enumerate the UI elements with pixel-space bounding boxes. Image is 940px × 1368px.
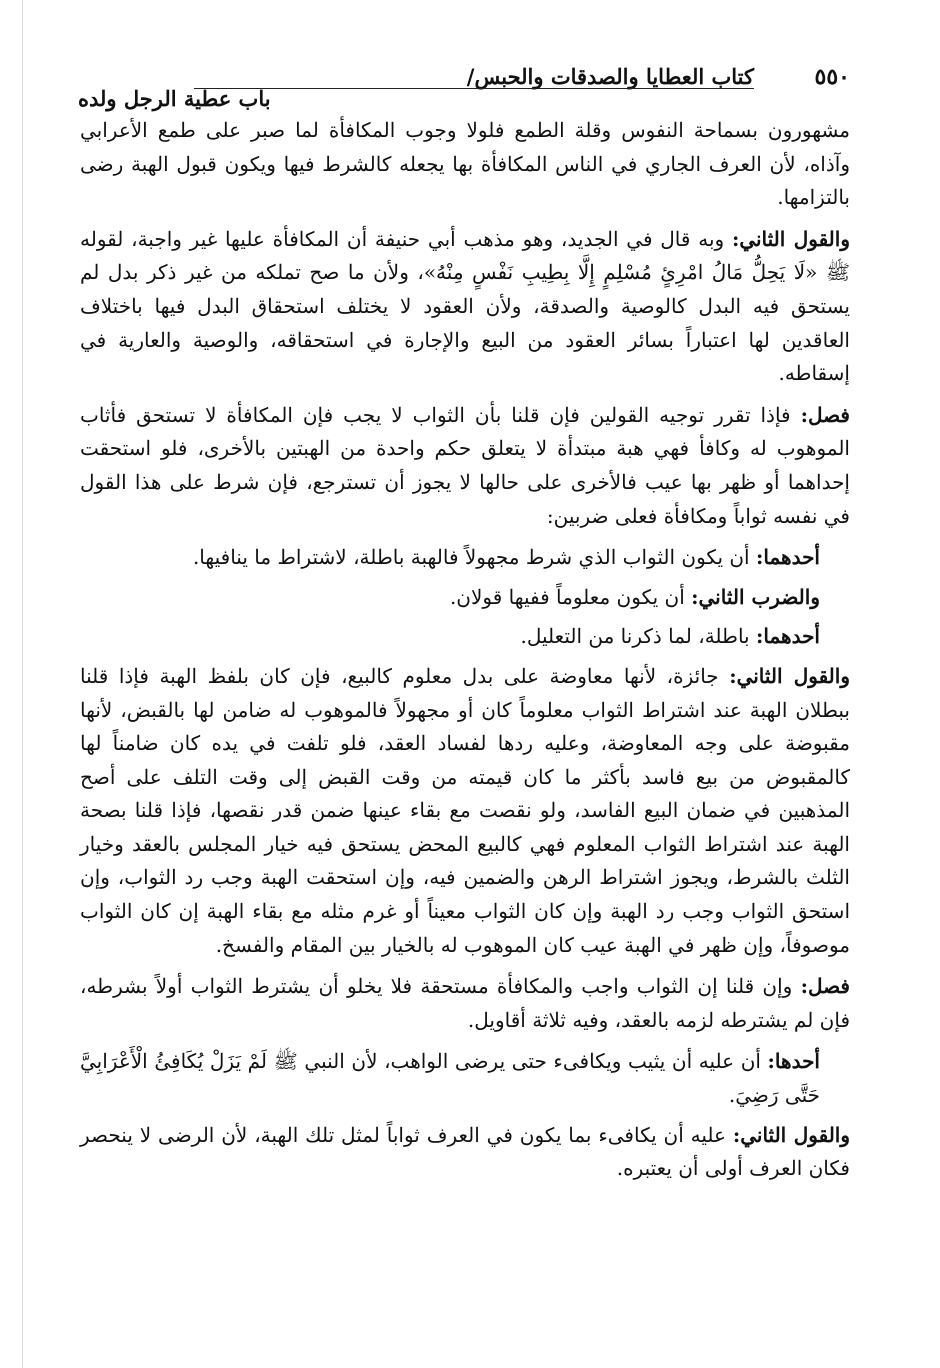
body-text bbox=[80, 114, 850, 1194]
book-title: كتاب العطايا والصدقات والحبس/ bbox=[466, 64, 754, 89]
paragraph-5 bbox=[80, 581, 850, 615]
paragraph-lead: والضرب الثاني: bbox=[691, 584, 820, 609]
paragraph-lead: والقول الثاني: bbox=[729, 663, 850, 688]
paragraph-text: عليه أن يكافىء بما يكون في العرف ثواباً لمثل تلك الهبة، لأن الرضى لا ينحصر فكان العرف أولى أن يعتبره. bbox=[80, 1122, 850, 1181]
running-header bbox=[78, 64, 850, 114]
paragraph-6 bbox=[80, 620, 850, 654]
paragraph-text: وإن قلنا إن الثواب واجب والمكافأة مستحقة فلا يخلو أن يشترط الثواب أولاً بشرطه، فإن لم يشترطه لزمه بالعقد، وفيه ثلاثة أقاويل. bbox=[80, 974, 850, 1032]
paragraph-2 bbox=[80, 223, 850, 391]
paragraph-text: فإذا تقرر توجيه القولين فإن قلنا بأن الثواب لا يجب فإن المكافأة لا تستحق فأثاب الموهوب له وكافأ فهي هبة مبتدأة لا يتعلق حكم واحدة من الهبتين بالأخرى، فلو استحقت إحداهما أو ظهر بها عيب فالأخرى على حالها لا يجوز أن تسترجع، فإن شرط على هذا القول في نفسه ثواباً ومكافأة فعلى ضربين: bbox=[80, 402, 850, 528]
header-rule bbox=[194, 88, 754, 89]
paragraph-text: مشهورون بسماحة النفوس وقلة الطمع فلولا وجوب المكافأة لما صبر على طمع الأعرابي وآذاه، لأن العرف الجاري في الناس المكافأة بها يجعله كالشرط فيها ويكون قبول الهبة رضى بالتزامها. bbox=[80, 118, 850, 210]
paragraph-text: باطلة، لما ذكرنا من التعليل. bbox=[520, 624, 756, 649]
paragraph-text: جائزة، لأنها معاوضة على بدل معلوم كالبيع، فإن كان بلفظ الهبة فإذا قلنا ببطلان الهبة عند اشتراط الثواب معلوماً كان أو مجهولاً فالموهوب له ضامن لها بالقبض، لأنها مقبوضة على وجه المعاوضة، وعليه ردها لفساد العقد، فلو تلفت في يده كان ضامناً لها كالمقبوض من بيع فاسد بأكثر ما كان قيمته من وقت القبض إلى وقت التلف على أصح المذهبين في ضمان البيع الفاسد، ولو نقصت مع بقاء عينها ضمن قدر نقصها، فإذا قلنا بصحة الهبة عند اشتراط الثواب المعلوم فهي كالبيع المحض يستحق فيه خيار المجلس بالعقد وخيار الثلث بالشرط، ويجوز اشتراط الرهن والضمين فيه، وإن استحقت الهبة وجب رد الثواب، وإن استحق الثواب وجب رد الهبة وإن كان الثواب معيناً أو غرم مثله مع بقاء الهبة إن كان الثواب موصوفاً، وإن ظهر في الهبة عيب كان الموهوب له بالخيار بين المقام والفسخ. bbox=[80, 663, 850, 957]
paragraph-1 bbox=[80, 114, 850, 215]
page-number: ٥٥٠ bbox=[814, 64, 850, 90]
paragraph-text: أن عليه أن يثيب ويكافىء حتى يرضى الواهب، لأن النبي ﷺ لَمْ يَزَلْ يُكَافِئُ الْأَعْرَابِيَّ حَتَّى رَضِيَ. bbox=[80, 1049, 820, 1108]
paragraph-text: أن يكون الثواب الذي شرط مجهولاً فالهبة باطلة، لاشتراط ما ينافيها. bbox=[192, 545, 756, 570]
paragraph-text: وبه قال في الجديد، وهو مذهب أبي حنيفة أن المكافأة عليها غير واجبة، لقوله ﷺ «لَا يَحِلُّ مَالُ امْرِئٍ مُسْلِمٍ إِلَّا بِطِيبِ نَفْسٍ مِنْهُ»، ولأن ما صح تملكه من غير ذكر بدل لم يستحق فيه البدل كالوصية والصدقة، ولأن العقود لا يختلف استحقاق البدل فيها باختلاف العاقدين لها اعتباراً بسائر العقود من البيع والإجارة في استحقاقه، والوصية والعارية في إسقاطه. bbox=[80, 226, 850, 386]
paragraph-lead: فصل: bbox=[800, 402, 850, 427]
paragraph-4 bbox=[80, 541, 850, 575]
page-edge-line bbox=[22, 0, 23, 1368]
chapter-title: باب عطية الرجل ولده bbox=[78, 86, 271, 111]
paragraph-lead: أحدها: bbox=[767, 1049, 820, 1074]
paragraph-8 bbox=[80, 970, 850, 1037]
paragraph-lead: والقول الثاني: bbox=[732, 1122, 851, 1147]
paragraph-lead: فصل: bbox=[800, 974, 850, 999]
paragraph-10 bbox=[80, 1119, 850, 1186]
paragraph-7 bbox=[80, 660, 850, 962]
paragraph-3 bbox=[80, 399, 850, 533]
paragraph-lead: والقول الثاني: bbox=[731, 226, 850, 251]
paragraph-9 bbox=[80, 1045, 850, 1112]
paragraph-lead: أحدهما: bbox=[755, 545, 820, 570]
paragraph-lead: أحدهما: bbox=[755, 624, 820, 649]
paragraph-text: أن يكون معلوماً ففيها قولان. bbox=[449, 584, 692, 609]
